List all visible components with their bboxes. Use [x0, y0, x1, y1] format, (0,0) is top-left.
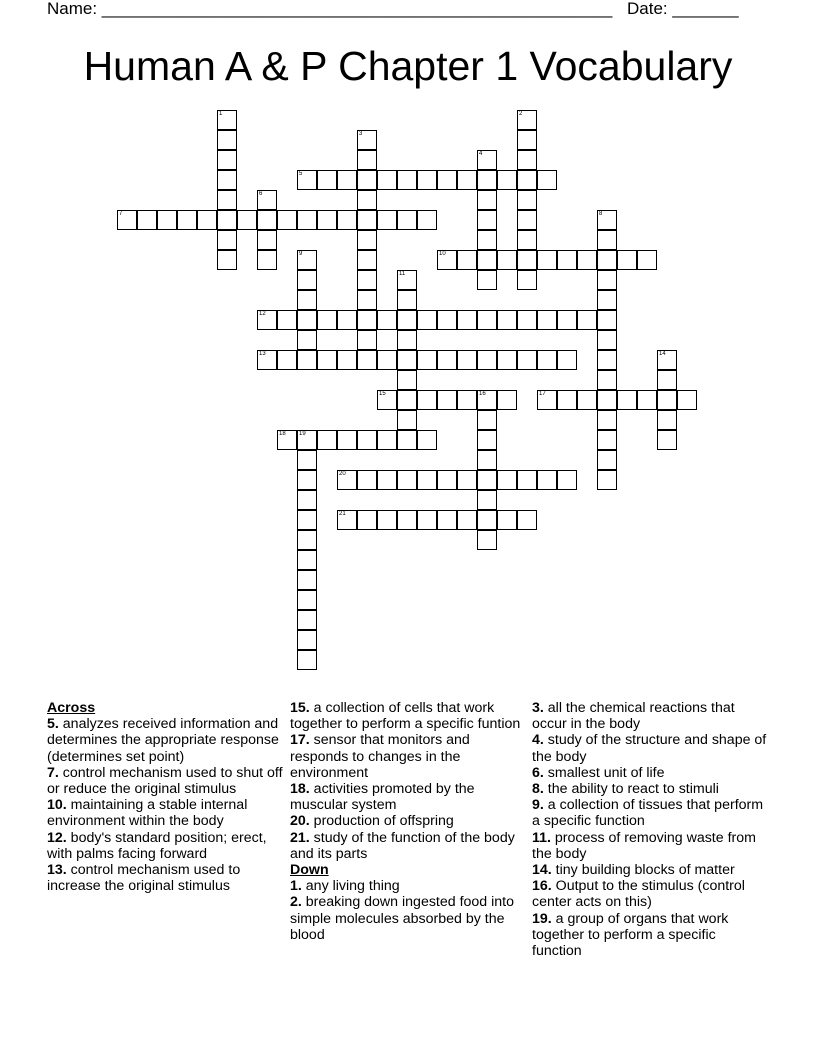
crossword-cell[interactable] — [457, 510, 477, 530]
clue-text: sensor that monitors and responds to changes in the environment — [290, 732, 470, 781]
clue-number: 8. — [532, 781, 544, 798]
crossword-cell[interactable] — [457, 310, 477, 330]
crossword-cell[interactable] — [357, 130, 377, 150]
crossword-cell[interactable] — [257, 310, 277, 330]
crossword-cell[interactable] — [277, 350, 297, 370]
crossword-cell[interactable] — [537, 310, 557, 330]
clue-number: 2. — [290, 894, 302, 911]
clue-item — [532, 878, 768, 910]
crossword-cell[interactable] — [397, 470, 417, 490]
clue-text: smallest unit of life — [543, 764, 665, 781]
crossword-cell[interactable] — [477, 490, 497, 510]
crossword-cell[interactable] — [597, 410, 617, 430]
crossword-cell[interactable] — [517, 190, 537, 210]
clue-text: a collection of cells that work together to perform a specific funtion — [290, 700, 521, 733]
crossword-cell[interactable] — [597, 390, 617, 410]
crossword-cell[interactable] — [217, 130, 237, 150]
crossword-cell[interactable] — [557, 350, 577, 370]
date-field[interactable]: Date: _______ — [627, 0, 739, 18]
crossword-cell[interactable] — [357, 510, 377, 530]
page-title: Human A & P Chapter 1 Vocabulary — [83, 43, 733, 89]
crossword-cell[interactable] — [597, 330, 617, 350]
crossword-cell[interactable] — [257, 210, 277, 230]
crossword-cell[interactable] — [377, 350, 397, 370]
crossword-cell[interactable] — [657, 410, 677, 430]
crossword-cell[interactable] — [377, 390, 397, 410]
clue-item — [290, 830, 526, 862]
crossword-cell[interactable] — [357, 210, 377, 230]
crossword-cell[interactable] — [597, 250, 617, 270]
clue-text: tiny building blocks of matter — [551, 862, 735, 879]
crossword-cell[interactable] — [217, 150, 237, 170]
across-clue-list — [290, 700, 526, 862]
clue-number: 11. — [532, 829, 551, 846]
clue-text: production of offspring — [309, 813, 454, 830]
crossword-cell[interactable] — [357, 190, 377, 210]
crossword-cell[interactable] — [337, 470, 357, 490]
crossword-cell[interactable] — [477, 310, 497, 330]
clue-item — [532, 700, 768, 732]
crossword-cell[interactable] — [217, 210, 237, 230]
crossword-cell[interactable] — [297, 310, 317, 330]
crossword-cell[interactable] — [317, 430, 337, 450]
clue-number: 14. — [532, 862, 552, 879]
crossword-cell[interactable] — [337, 210, 357, 230]
crossword-cell[interactable] — [517, 230, 537, 250]
crossword-cell[interactable] — [217, 110, 237, 130]
clue-text: the ability to react to stimuli — [543, 781, 719, 798]
crossword-cell[interactable] — [577, 390, 597, 410]
clue-number: 9 — [299, 251, 303, 257]
crossword-cell[interactable] — [417, 350, 437, 370]
crossword-cell[interactable] — [217, 230, 237, 250]
clue-item — [47, 716, 283, 765]
crossword-cell[interactable] — [517, 250, 537, 270]
crossword-cell[interactable] — [497, 510, 517, 530]
crossword-cell[interactable] — [337, 430, 357, 450]
crossword-cell[interactable] — [297, 510, 317, 530]
crossword-cell[interactable] — [457, 170, 477, 190]
clue-item — [47, 765, 283, 797]
crossword-cell[interactable] — [657, 350, 677, 370]
crossword-cell[interactable] — [137, 210, 157, 230]
clue-text: breaking down ingested food into simple molecules absorbed by the blood — [290, 894, 515, 943]
clue-text: process of removing waste from the body — [532, 829, 756, 862]
clue-number: 5 — [299, 171, 303, 177]
clue-number: 14 — [659, 351, 666, 357]
clue-text: control mechanism used to increase the original stimulus — [47, 862, 241, 895]
crossword-cell[interactable] — [277, 430, 297, 450]
crossword-cell[interactable] — [337, 310, 357, 330]
crossword-cell[interactable] — [497, 350, 517, 370]
crossword-cell[interactable] — [297, 430, 317, 450]
crossword-cell[interactable] — [257, 350, 277, 370]
clue-item — [532, 797, 768, 829]
crossword-cell[interactable] — [397, 370, 417, 390]
crossword-cell[interactable] — [297, 550, 317, 570]
crossword-cell[interactable] — [397, 310, 417, 330]
crossword-cell[interactable] — [217, 250, 237, 270]
crossword-cell[interactable] — [577, 250, 597, 270]
crossword-cell[interactable] — [417, 470, 437, 490]
clue-number: 15. — [290, 700, 310, 716]
clue-item — [47, 797, 283, 829]
crossword-cell[interactable] — [397, 510, 417, 530]
crossword-cell[interactable] — [597, 450, 617, 470]
crossword-cell[interactable] — [297, 470, 317, 490]
crossword-cell[interactable] — [397, 210, 417, 230]
crossword-cell[interactable] — [657, 370, 677, 390]
crossword-cell[interactable] — [357, 270, 377, 290]
crossword-cell[interactable] — [497, 250, 517, 270]
clue-number: 5. — [47, 716, 59, 733]
crossword-cell[interactable] — [577, 310, 597, 330]
crossword-cell[interactable] — [417, 430, 437, 450]
crossword-cell[interactable] — [477, 470, 497, 490]
clue-text: Output to the stimulus (control center acts on this) — [532, 878, 745, 911]
crossword-cell[interactable] — [297, 610, 317, 630]
clue-number: 12 — [259, 311, 266, 317]
clue-number: 12. — [47, 829, 67, 846]
crossword-cell[interactable] — [477, 210, 497, 230]
crossword-cell[interactable] — [477, 390, 497, 410]
crossword-cell[interactable] — [517, 310, 537, 330]
crossword-cell[interactable] — [477, 170, 497, 190]
crossword-cell[interactable] — [357, 290, 377, 310]
clue-number: 1. — [290, 878, 302, 895]
crossword-cell[interactable] — [357, 310, 377, 330]
clue-number: 2 — [519, 111, 523, 117]
clue-item — [532, 830, 768, 862]
clue-number: 18. — [290, 781, 310, 798]
clue-text: any living thing — [301, 878, 400, 895]
crossword-cell[interactable] — [537, 470, 557, 490]
clue-number: 8 — [599, 211, 603, 217]
crossword-cell[interactable] — [597, 370, 617, 390]
crossword-cell[interactable] — [317, 350, 337, 370]
clue-number: 10. — [47, 797, 67, 814]
clue-text: a collection of tissues that perform a specific function — [532, 797, 764, 830]
crossword-cell[interactable] — [277, 210, 297, 230]
crossword-cell[interactable] — [357, 350, 377, 370]
crossword-cell[interactable] — [597, 310, 617, 330]
down-heading: Down — [290, 862, 329, 879]
crossword-cell[interactable] — [317, 170, 337, 190]
clue-number: 15 — [379, 391, 386, 397]
clue-number: 19. — [532, 910, 552, 927]
clue-item — [47, 830, 283, 862]
clue-column-3 — [532, 700, 768, 959]
clue-number: 20. — [290, 813, 310, 830]
clue-item — [532, 765, 768, 781]
crossword-cell[interactable] — [637, 250, 657, 270]
clue-number: 1 — [219, 111, 223, 117]
clue-number: 17 — [539, 391, 546, 397]
crossword-cell[interactable] — [457, 250, 477, 270]
crossword-cell[interactable] — [517, 150, 537, 170]
crossword-cell[interactable] — [217, 170, 237, 190]
clue-number: 4. — [532, 732, 544, 749]
crossword-cell[interactable] — [277, 310, 297, 330]
crossword-cell[interactable] — [517, 510, 537, 530]
crossword-cell[interactable] — [557, 250, 577, 270]
crossword-cell[interactable] — [537, 250, 557, 270]
crossword-cell[interactable] — [197, 210, 217, 230]
crossword-cell[interactable] — [317, 210, 337, 230]
crossword-cell[interactable] — [297, 590, 317, 610]
crossword-cell[interactable] — [377, 310, 397, 330]
crossword-cell[interactable] — [297, 530, 317, 550]
crossword-cell[interactable] — [597, 270, 617, 290]
crossword-cell[interactable] — [477, 190, 497, 210]
crossword-cell[interactable] — [477, 430, 497, 450]
clue-text: all the chemical reactions that occur in the body — [532, 700, 735, 733]
clue-number: 18 — [279, 431, 286, 437]
crossword-cell[interactable] — [377, 510, 397, 530]
crossword-cell[interactable] — [417, 390, 437, 410]
crossword-cell[interactable] — [517, 210, 537, 230]
crossword-cell[interactable] — [637, 390, 657, 410]
crossword-cell[interactable] — [597, 470, 617, 490]
clue-item — [290, 781, 526, 813]
clue-number: 7 — [119, 211, 123, 217]
crossword-cell[interactable] — [617, 390, 637, 410]
crossword-cell[interactable] — [677, 390, 697, 410]
clue-item — [47, 862, 283, 894]
clue-number: 9. — [532, 797, 544, 814]
crossword-cell[interactable] — [337, 350, 357, 370]
across-heading: Across — [47, 700, 96, 716]
clue-item — [290, 700, 526, 732]
crossword-cell[interactable] — [477, 250, 497, 270]
crossword-cell[interactable] — [397, 410, 417, 430]
crossword-cell[interactable] — [417, 210, 437, 230]
name-field[interactable]: Name: ______________________________________________________ — [47, 0, 613, 18]
crossword-cell[interactable] — [597, 230, 617, 250]
crossword-cell[interactable] — [397, 170, 417, 190]
crossword-cell[interactable] — [297, 290, 317, 310]
clue-text: body's standard position; erect, with palms facing forward — [47, 829, 267, 862]
crossword-cell[interactable] — [337, 510, 357, 530]
crossword-cell[interactable] — [517, 350, 537, 370]
crossword-cell[interactable] — [517, 130, 537, 150]
crossword-cell[interactable] — [377, 470, 397, 490]
crossword-cell[interactable] — [397, 270, 417, 290]
clue-item — [290, 813, 526, 829]
clue-item — [532, 781, 768, 797]
crossword-cell[interactable] — [537, 390, 557, 410]
crossword-cell[interactable] — [657, 430, 677, 450]
crossword-cell[interactable] — [477, 350, 497, 370]
crossword-cell[interactable] — [357, 430, 377, 450]
crossword-cell[interactable] — [617, 250, 637, 270]
clue-item — [290, 732, 526, 781]
clue-column-1 — [47, 700, 283, 894]
clue-number: 16 — [479, 391, 486, 397]
crossword-cell[interactable] — [297, 350, 317, 370]
crossword-cell[interactable] — [377, 430, 397, 450]
crossword-cell[interactable] — [177, 210, 197, 230]
crossword-cell[interactable] — [117, 210, 137, 230]
clue-number: 6 — [259, 191, 263, 197]
crossword-cell[interactable] — [557, 310, 577, 330]
crossword-cell[interactable] — [477, 230, 497, 250]
clue-number: 19 — [299, 431, 306, 437]
crossword-cell[interactable] — [257, 190, 277, 210]
crossword-cell[interactable] — [417, 170, 437, 190]
crossword-cell[interactable] — [437, 310, 457, 330]
crossword-cell[interactable] — [517, 170, 537, 190]
clue-text: study of the structure and shape of the body — [532, 732, 767, 765]
crossword-cell[interactable] — [297, 490, 317, 510]
crossword-cell[interactable] — [297, 330, 317, 350]
crossword-cell[interactable] — [477, 150, 497, 170]
crossword-cell[interactable] — [437, 470, 457, 490]
crossword-cell[interactable] — [597, 290, 617, 310]
crossword-cell[interactable] — [297, 250, 317, 270]
crossword-cell[interactable] — [357, 250, 377, 270]
clue-number: 3. — [532, 700, 544, 716]
clue-item — [532, 732, 768, 764]
crossword-cell[interactable] — [357, 150, 377, 170]
crossword-cell[interactable] — [337, 170, 357, 190]
clue-number: 7. — [47, 764, 59, 781]
crossword-cell[interactable] — [597, 430, 617, 450]
crossword-cell[interactable] — [357, 230, 377, 250]
clue-number: 13 — [259, 351, 266, 357]
crossword-cell[interactable] — [397, 390, 417, 410]
crossword-cell[interactable] — [657, 390, 677, 410]
crossword-cell[interactable] — [557, 390, 577, 410]
down-clue-list — [532, 700, 768, 959]
clue-number: 13. — [47, 862, 67, 879]
clue-item — [532, 862, 768, 878]
crossword-cell[interactable] — [157, 210, 177, 230]
crossword-cell[interactable] — [477, 270, 497, 290]
crossword-cell[interactable] — [437, 510, 457, 530]
crossword-cell[interactable] — [297, 450, 317, 470]
across-clue-list — [47, 716, 283, 894]
crossword-cell[interactable] — [357, 330, 377, 350]
clue-number: 10 — [439, 251, 446, 257]
crossword-cell[interactable] — [377, 170, 397, 190]
crossword-cell[interactable] — [597, 210, 617, 230]
crossword-cell[interactable] — [417, 310, 437, 330]
crossword-cell[interactable] — [437, 390, 457, 410]
clue-number: 16. — [532, 878, 552, 895]
crossword-cell[interactable] — [477, 530, 497, 550]
crossword-cell[interactable] — [297, 210, 317, 230]
clue-number: 17. — [290, 732, 310, 749]
clue-text: activities promoted by the muscular system — [290, 781, 475, 814]
crossword-cell[interactable] — [297, 630, 317, 650]
crossword-cell[interactable] — [257, 250, 277, 270]
crossword-cell[interactable] — [437, 170, 457, 190]
crossword-cell[interactable] — [257, 230, 277, 250]
crossword-cell[interactable] — [597, 350, 617, 370]
crossword-cell[interactable] — [397, 430, 417, 450]
crossword-cell[interactable] — [457, 390, 477, 410]
clue-number: 21 — [339, 511, 346, 517]
crossword-cell[interactable] — [517, 270, 537, 290]
clue-number: 20 — [339, 471, 346, 477]
crossword-cell[interactable] — [437, 350, 457, 370]
clue-text: a group of organs that work together to perform a specific function — [532, 910, 729, 960]
clue-text: study of the function of the body and its parts — [290, 829, 515, 862]
crossword-cell[interactable] — [317, 310, 337, 330]
crossword-cell[interactable] — [297, 170, 317, 190]
clue-text: control mechanism used to shut off or reduce the original stimulus — [47, 764, 283, 798]
crossword-cell[interactable] — [357, 470, 377, 490]
crossword-cell[interactable] — [297, 650, 317, 670]
clue-item — [290, 878, 526, 894]
crossword-cell[interactable] — [357, 170, 377, 190]
clue-item — [532, 911, 768, 960]
clue-column-2 — [290, 700, 526, 943]
clue-number: 4 — [479, 151, 483, 157]
down-clue-list — [290, 878, 526, 943]
crossword-cell[interactable] — [377, 210, 397, 230]
crossword-cell[interactable] — [497, 470, 517, 490]
crossword-cell[interactable] — [217, 190, 237, 210]
crossword-cell[interactable] — [477, 510, 497, 530]
crossword-cell[interactable] — [457, 470, 477, 490]
crossword-cell[interactable] — [397, 350, 417, 370]
crossword-cell[interactable] — [497, 170, 517, 190]
crossword-cell[interactable] — [417, 510, 437, 530]
crossword-cell[interactable] — [497, 310, 517, 330]
crossword-cell[interactable] — [437, 250, 457, 270]
clue-number: 21. — [290, 829, 310, 846]
clue-number: 3 — [359, 131, 363, 137]
crossword-cell[interactable] — [477, 450, 497, 470]
clue-text: maintaining a stable internal environment within the body — [47, 797, 248, 830]
crossword-cell[interactable] — [457, 350, 477, 370]
crossword-cell[interactable] — [517, 470, 537, 490]
crossword-cell[interactable] — [517, 110, 537, 130]
clue-item — [290, 894, 526, 943]
crossword-cell[interactable] — [397, 290, 417, 310]
clue-text: analyzes received information and determines the appropriate response (determines set point) — [47, 716, 279, 765]
clue-number: 11 — [399, 271, 406, 277]
crossword-cell[interactable] — [557, 470, 577, 490]
crossword-cell[interactable] — [497, 390, 517, 410]
crossword-cell[interactable] — [297, 570, 317, 590]
crossword-cell[interactable] — [477, 410, 497, 430]
crossword-cell[interactable] — [297, 270, 317, 290]
crossword-cell[interactable] — [397, 330, 417, 350]
crossword-cell[interactable] — [537, 170, 557, 190]
clue-number: 6. — [532, 764, 544, 781]
crossword-cell[interactable] — [237, 210, 257, 230]
crossword-cell[interactable] — [537, 350, 557, 370]
